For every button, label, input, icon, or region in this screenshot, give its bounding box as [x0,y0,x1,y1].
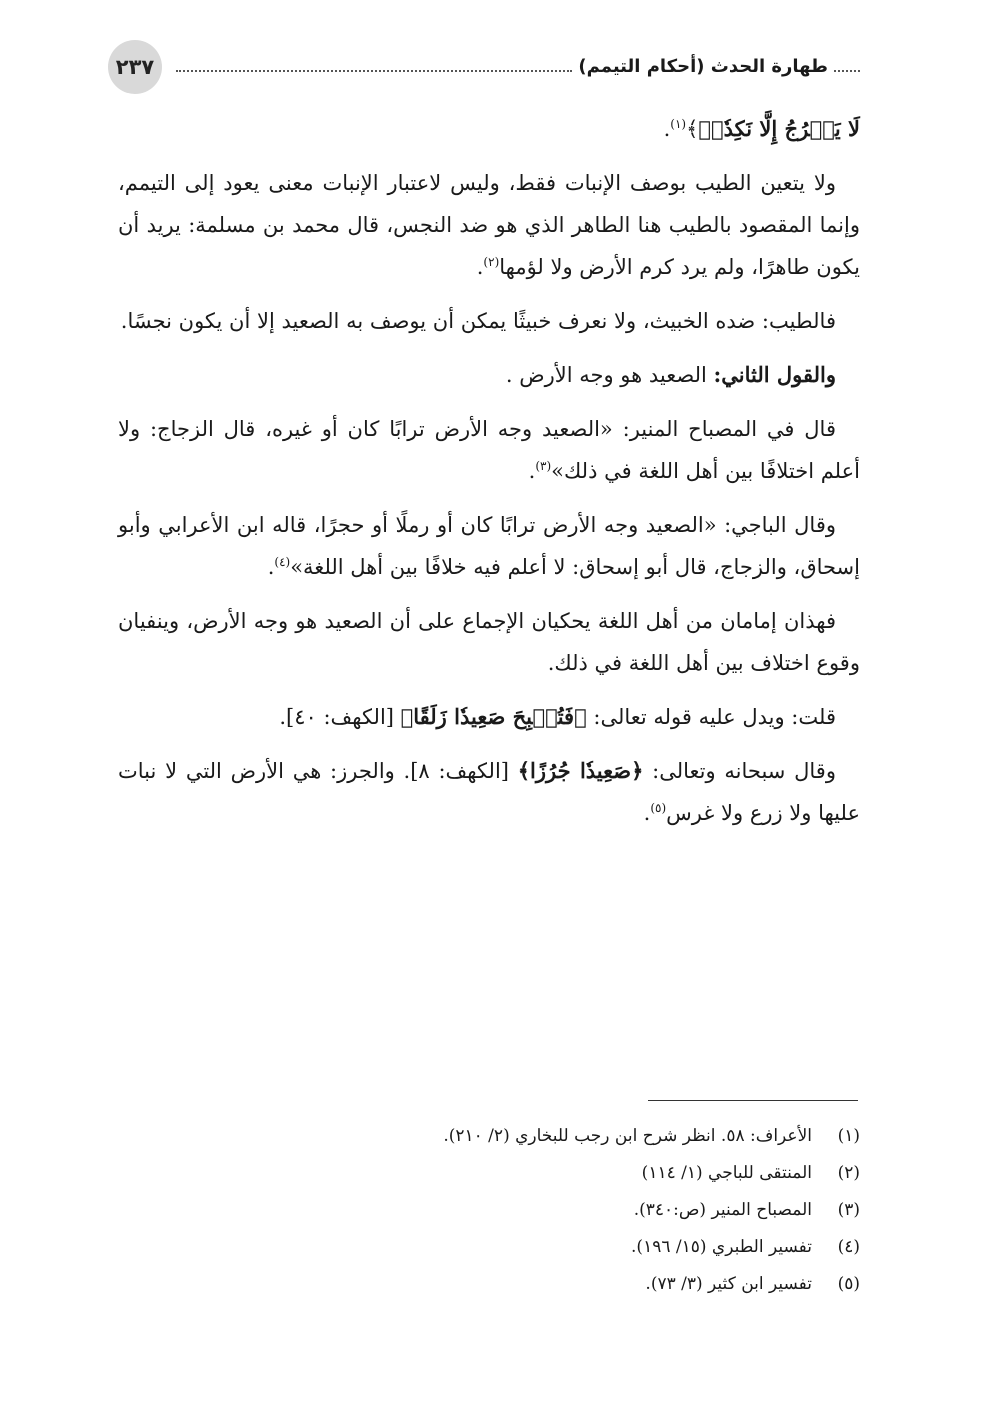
paragraph-text: فالطيب: ضده الخبيث، ولا نعرف خبيثًا يمكن أن يوصف به الصعيد إلا أن يكون نجسًا. [120,309,836,333]
footnote-ref-1: (١) [670,117,687,131]
paragraph-text: [الكهف: ٨]. والجرز: هي الأرض التي لا نبات عليها ولا زرع ولا غرس [118,759,860,825]
header-dots-right [834,70,860,72]
paragraph [118,300,860,342]
paragraph-text: وقال سبحانه وتعالى: [643,759,836,783]
footnote-ref-5: (٥) [650,801,667,815]
footnote-number: (٥) [837,1274,860,1294]
paragraph-text: قال في المصباح المنير: «الصعيد وجه الأرض ترابًا كان أو غيره، قال الزجاج: ولا أعلم اختلافًا بين أهل اللغة في ذلك» [118,417,860,483]
paragraph-text: الصعيد هو وجه الأرض . [505,363,714,387]
footnote-ref-2: (٢) [483,255,500,269]
footnotes [118,1118,860,1303]
paragraph-verse-end [118,108,860,150]
running-header [176,56,860,77]
footnote-separator [648,1100,858,1101]
page-header [108,40,860,96]
footnote-ref-4: (٤) [274,555,291,569]
main-text [118,108,860,846]
paragraph [118,162,860,288]
quran-verse: ﴿فَتُصۡبِحَ صَعِيدٗا زَلَقًا﴾ [400,704,587,729]
footnote-number: (١) [837,1126,860,1146]
footnote-text: الأعراف: ٥٨. انظر شرح ابن رجب للبخاري (٢/ ٢١٠). [443,1126,812,1146]
quran-verse: لَا يَخۡرُجُ إِلَّا نَكِدٗاۚ [698,116,860,141]
footnote-number: (٣) [837,1200,860,1220]
paragraph [118,504,860,588]
footnote-text: المصباح المنير (ص:٣٤٠). [633,1200,812,1220]
quran-citation: [الكهف: ٤٠]. [279,705,401,729]
footnote-text: تفسير ابن كثير (٣/ ٧٣). [645,1274,812,1294]
footnote [118,1192,860,1229]
punctuation: . [476,255,484,279]
paragraph-text: قلت: ويدل عليه قوله تعالى: [586,705,836,729]
footnote [118,1118,860,1155]
footnote-text: المنتقى للباجي (١/ ١١٤) [641,1163,812,1183]
footnote-number: (٢) [837,1163,860,1183]
running-title: طهارة الحدث (أحكام التيمم) [578,56,828,77]
footnote-ref-3: (٣) [535,459,552,473]
quran-verse: ﴿صَعِيدٗا جُرُزًا﴾ [517,758,644,783]
quran-close-bracket: ﴾ [686,117,699,141]
punctuation: . [528,459,536,483]
paragraph-text: وقال الباجي: «الصعيد وجه الأرض ترابًا كان أو رملًا أو حجرًا، قاله ابن الأعرابي وأبو إسحاق، والزجاج، قال أبو إسحاق: لا أعلم فيه خلافًا بين أهل اللغة» [118,513,860,579]
header-dots-left [176,70,572,72]
paragraph [118,354,860,396]
footnote-text: تفسير الطبري (١٥/ ١٩٦). [631,1237,812,1257]
footnote [118,1229,860,1266]
punctuation: . [267,555,275,579]
paragraph [118,408,860,492]
footnote [118,1266,860,1303]
footnote [118,1155,860,1192]
second-opinion-heading: والقول الثاني: [713,362,836,387]
punctuation: . [643,801,651,825]
paragraph [118,600,860,684]
punctuation: . [663,117,671,141]
paragraph [118,696,860,738]
paragraph-text: فهذان إمامان من أهل اللغة يحكيان الإجماع على أن الصعيد هو وجه الأرض، وينفيان وقوع اختلاف بين أهل اللغة في ذلك. [118,609,860,675]
page-number: ٢٣٧ [108,40,162,94]
footnote-number: (٤) [837,1237,860,1257]
paragraph-text: ولا يتعين الطيب بوصف الإنبات فقط، وليس لاعتبار الإنبات معنى يعود إلى التيمم، وإنما المقصود بالطيب هنا الطاهر الذي هو ضد النجس، قال محمد بن مسلمة: يريد أن يكون طاهرًا، ولم يرد كرم الأرض ولا لؤمها [118,171,860,279]
paragraph [118,750,860,834]
